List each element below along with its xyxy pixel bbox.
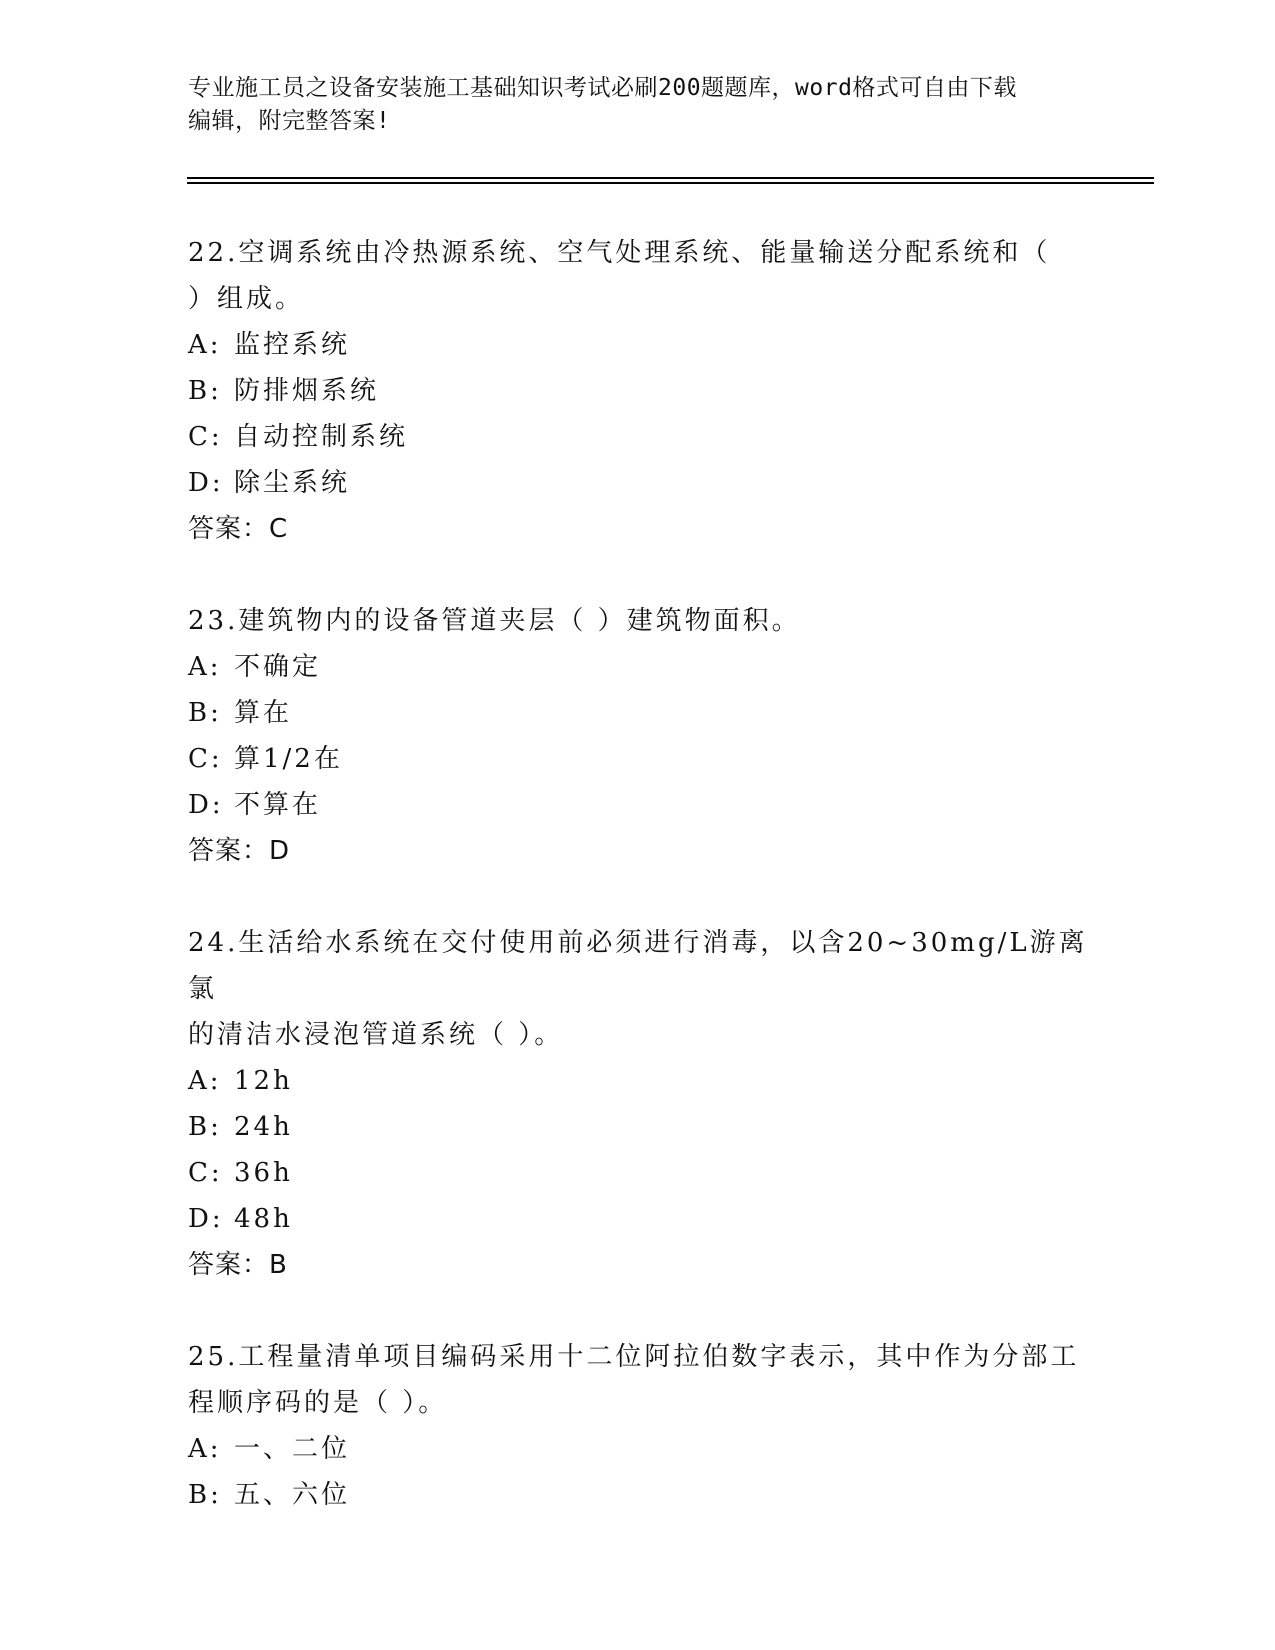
- option-letter: B:: [188, 376, 222, 406]
- option-text: 自动控制系统: [234, 422, 409, 452]
- option-text: 48h: [234, 1204, 293, 1234]
- option-letter: A:: [188, 652, 222, 682]
- option-a: [188, 1426, 1088, 1472]
- option-text: 不确定: [234, 652, 322, 682]
- option-text: 算在: [234, 698, 293, 728]
- question-stem: 24.生活给水系统在交付使用前必须进行消毒，以含20~30mg/L游离氯 的清洁水浸泡管道系统（ ）。: [188, 928, 1088, 1050]
- option-text: 36h: [234, 1158, 293, 1188]
- header-rule-bottom: [187, 182, 1154, 184]
- answer-line: 答案：C: [188, 514, 289, 544]
- option-letter: B:: [188, 698, 222, 728]
- option-text: 五、六位: [234, 1480, 351, 1510]
- option-a: [188, 1058, 1088, 1104]
- option-d: [188, 460, 1088, 506]
- option-letter: A:: [188, 1066, 222, 1096]
- option-text: 算1/2在: [234, 744, 343, 774]
- option-letter: C:: [188, 744, 223, 774]
- document-header: 专业施工员之设备安装施工基础知识考试必刷200题题库，word格式可自由下载 编辑，附完整答案!: [188, 75, 1017, 134]
- option-c: [188, 1150, 1088, 1196]
- option-text: 12h: [234, 1066, 293, 1096]
- option-text: 24h: [234, 1112, 293, 1142]
- option-a: [188, 644, 1088, 690]
- option-text: 监控系统: [234, 330, 351, 360]
- option-b: [188, 1104, 1088, 1150]
- option-letter: D:: [188, 790, 224, 820]
- answer-line: 答案：B: [188, 1250, 288, 1280]
- question-25: [188, 1334, 1088, 1518]
- option-letter: B:: [188, 1112, 222, 1142]
- answer-line: 答案：D: [188, 836, 291, 866]
- question-stem: 25.工程量清单项目编码采用十二位阿拉伯数字表示，其中作为分部工 程顺序码的是（ ）。: [188, 1342, 1080, 1418]
- spacer: [188, 552, 1088, 598]
- option-letter: D:: [188, 1204, 224, 1234]
- question-stem: 22.空调系统由冷热源系统、空气处理系统、能量输送分配系统和（ ）组成。: [188, 238, 1051, 314]
- option-b: [188, 690, 1088, 736]
- option-c: [188, 414, 1088, 460]
- option-letter: B:: [188, 1480, 222, 1510]
- option-letter: D:: [188, 468, 224, 498]
- question-stem: 23.建筑物内的设备管道夹层（ ）建筑物面积。: [188, 606, 801, 636]
- option-letter: C:: [188, 1158, 223, 1188]
- spacer: [188, 1288, 1088, 1334]
- option-text: 防排烟系统: [234, 376, 380, 406]
- spacer: [188, 874, 1088, 920]
- question-22: [188, 230, 1088, 552]
- option-text: 除尘系统: [234, 468, 351, 498]
- option-letter: A:: [188, 1434, 222, 1464]
- option-d: [188, 782, 1088, 828]
- header-rule-top: [187, 177, 1154, 179]
- question-23: [188, 598, 1088, 874]
- option-letter: A:: [188, 330, 222, 360]
- option-c: [188, 736, 1088, 782]
- question-list: [188, 230, 1088, 1518]
- option-text: 不算在: [234, 790, 322, 820]
- option-a: [188, 322, 1088, 368]
- option-d: [188, 1196, 1088, 1242]
- question-24: [188, 920, 1088, 1288]
- option-text: 一、二位: [234, 1434, 351, 1464]
- option-letter: C:: [188, 422, 223, 452]
- option-b: [188, 1472, 1088, 1518]
- option-b: [188, 368, 1088, 414]
